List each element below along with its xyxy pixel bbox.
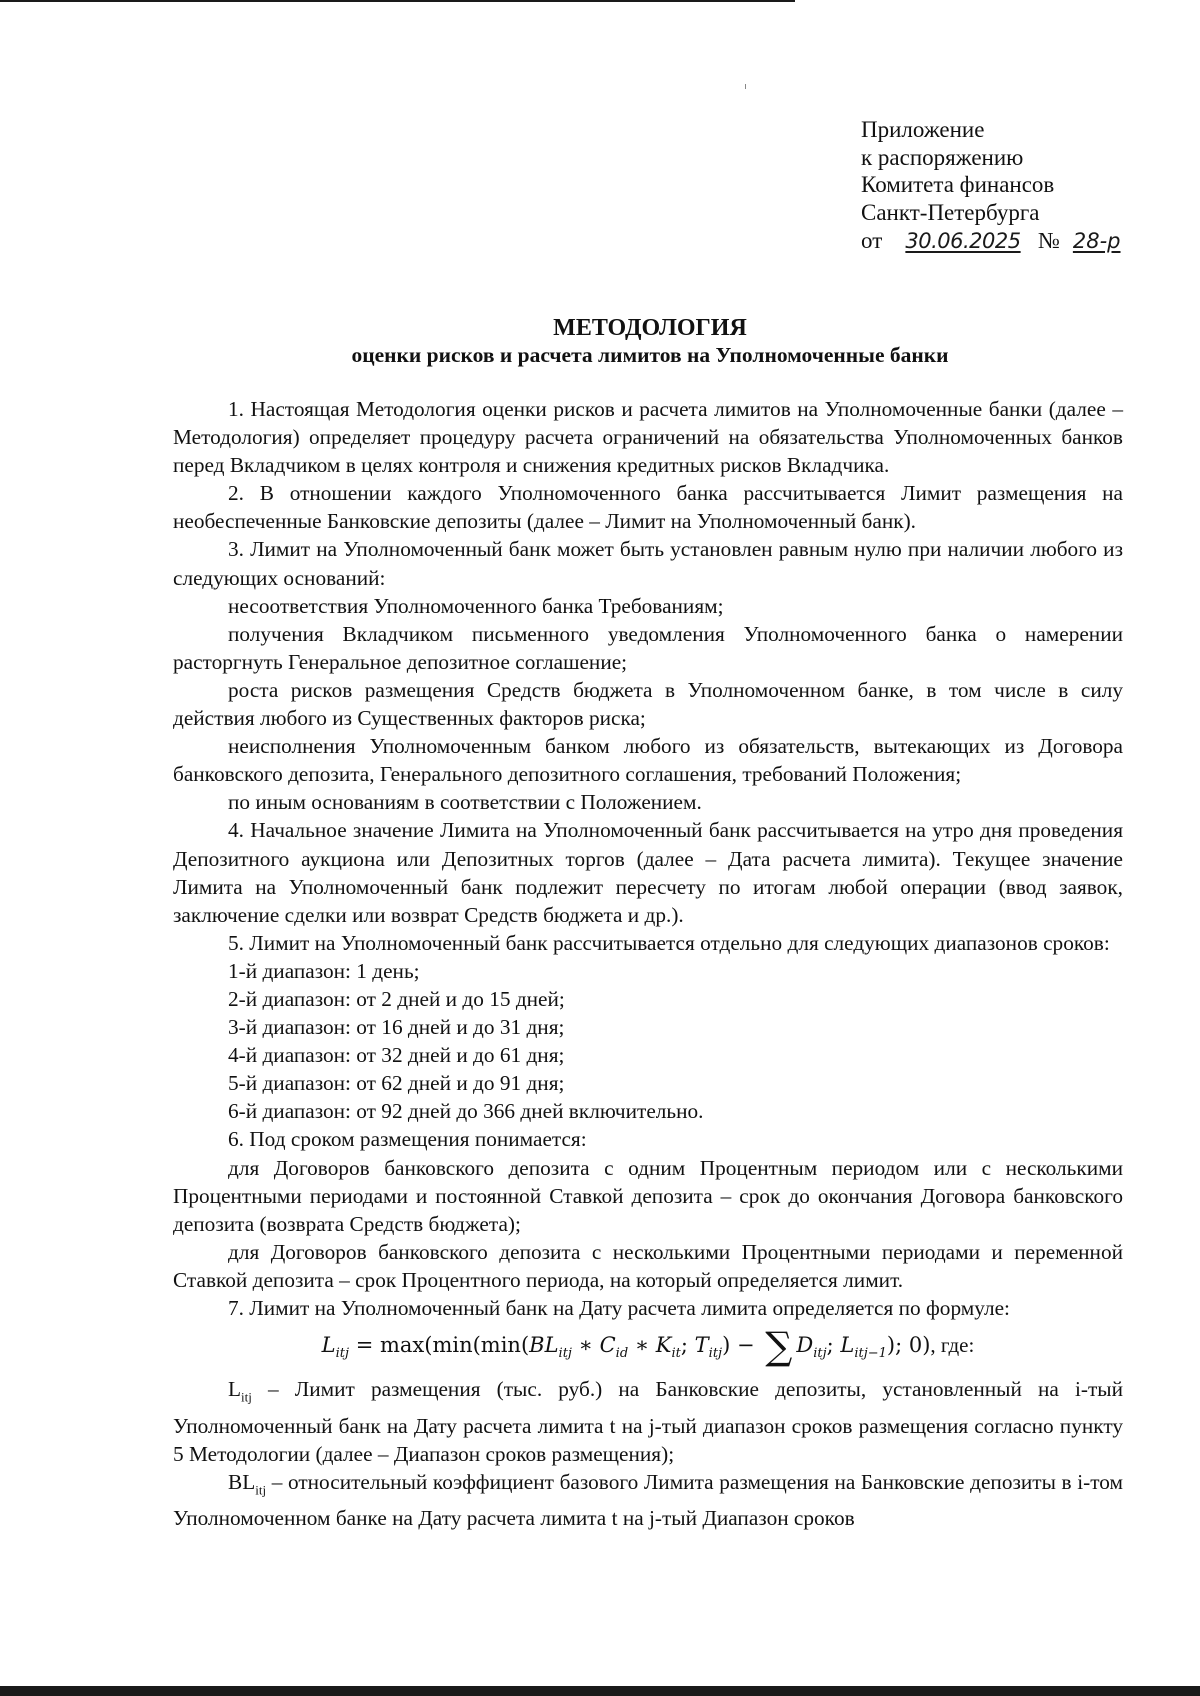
formula-subscript: itj: [558, 1346, 572, 1362]
list-item: роста рисков размещения Средств бюджета в Уполномоченном банке, в том числе в силу действия любого из Существенных факторов риска;: [173, 677, 1123, 731]
attachment-date-line: [861, 227, 1181, 256]
paragraph: 7. Лимит на Уполномоченный банк на Дату расчета лимита определяется по формуле:: [228, 1296, 1010, 1320]
list-item: 1-й диапазон: 1 день;: [228, 958, 420, 983]
list-item: для Договоров банковского депозита с несколькими Процентными периодами и переменной Ставкой депозита – срок Процентного периода, на который определяется лимит.: [173, 1239, 1123, 1292]
formula-suffix: , где:: [930, 1333, 975, 1358]
paragraph: 3. Лимит на Уполномоченный банк может быть установлен равным нулю при наличии любого из следующих оснований:: [173, 537, 1123, 590]
attachment-line: Приложение: [861, 117, 985, 142]
list-item: 5-й диапазон: от 62 дней и до 91 дня;: [228, 1071, 565, 1096]
paragraph: 6. Под сроком размещения понимается:: [228, 1127, 587, 1152]
document-body: [173, 395, 1123, 1532]
formula-symbol: BL: [529, 1333, 559, 1358]
paragraph: 5. Лимит на Уполномоченный банк рассчитывается отдельно для следующих диапазонов сроков:: [228, 930, 1110, 955]
date-prefix: от: [861, 227, 883, 253]
list-item: для Договоров банковского депозита с одним Процентным периодом или с несколькими Процентными периодами и постоянной Ставкой депозита – срок до окончания Договора банковского депозита (возврата Средств бюджета);: [173, 1155, 1123, 1236]
scan-speck: [745, 84, 746, 89]
formula-symbol: C: [599, 1333, 616, 1358]
scan-border-bottom: [0, 1686, 1200, 1696]
formula-subscript: it: [671, 1346, 681, 1362]
list-item: 4-й диапазон: от 32 дней и до 61 дня;: [228, 1043, 565, 1068]
handwritten-date: 30.06.2025: [905, 228, 1021, 253]
formula-operator: ;: [826, 1333, 841, 1358]
formula-operator: ); 0): [886, 1333, 931, 1358]
list-item: 6-й диапазон: от 92 дней до 366 дней включительно.: [228, 1099, 704, 1124]
definition-subscript: itj: [255, 1482, 267, 1498]
scan-border-top: [0, 0, 795, 2]
list-item: получения Вкладчиком письменного уведомления Уполномоченного банка о намерении расторгнуть Генеральное депозитное соглашение;: [173, 621, 1123, 674]
formula-symbol: T: [694, 1333, 709, 1358]
formula-subscript: itj−1: [854, 1346, 887, 1362]
paragraph: 2. В отношении каждого Уполномоченного банка рассчитывается Лимит размещения на необеспеченные Банковские депозиты (далее – Лимит на Уполномоченный банк).: [173, 481, 1123, 534]
definition-text: – Лимит размещения (тыс. руб.) на Банковские депозиты, установленный на i-тый Уполномоченный банк на Дату расчета лимита t на j-тый диапазон сроков размещения согласно пункту 5 Методологии (далее – Диапазон сроков размещения);: [173, 1377, 1123, 1466]
definition-paragraph: [173, 1468, 1123, 1532]
sum-symbol: ∑: [765, 1324, 793, 1369]
formula-subscript: itj: [335, 1346, 350, 1362]
formula-symbol: L: [840, 1333, 855, 1358]
attachment-line: Комитета финансов: [861, 172, 1055, 198]
definition-paragraph: [173, 1375, 1123, 1468]
formula-operator: ;: [680, 1333, 695, 1358]
formula-operator: ∗: [628, 1333, 656, 1358]
formula-subscript: itj: [813, 1346, 827, 1362]
list-item: несоответствия Уполномоченного банка Требованиям;: [228, 593, 724, 618]
paragraph: 1. Настоящая Методология оценки рисков и расчета лимитов на Уполномоченные банки (далее – Методология) определяет процедуру расчета ограничений на обязательства Уполномоченных банков перед Вкладчиком в целях контроля и снижения кредитных рисков Вкладчика.: [173, 397, 1123, 478]
attachment-line: к распоряжению: [861, 144, 1024, 170]
definition-symbol: BL: [228, 1469, 256, 1494]
attachment-header: [861, 116, 1181, 256]
paragraph: 4. Начальное значение Лимита на Уполномоченный банк рассчитывается на утро дня проведения Депозитного аукциона или Депозитных торгов (далее – Дата расчета лимита). Текущее значение Лимита на Уполномоченный банк подлежит пересчету по итогам любой операции (ввод заявок, заключение сделки или возврат Средств бюджета и др.).: [173, 818, 1123, 927]
formula-operator: ) −: [722, 1333, 762, 1358]
formula-subscript: itj: [708, 1346, 723, 1362]
formula-symbol: K: [655, 1333, 672, 1358]
attachment-line: Санкт-Петербурга: [861, 200, 1040, 226]
definition-symbol: L: [228, 1377, 242, 1402]
number-sign: №: [1038, 227, 1060, 253]
list-item: неисполнения Уполномоченным банком любого из обязательств, вытекающих из Договора банковского депозита, Генерального депозитного соглашения, требований Положения;: [173, 734, 1123, 787]
formula-operator: ∗: [571, 1333, 600, 1358]
limit-formula: [173, 1324, 1123, 1371]
formula-operator: = max(min(min(: [349, 1333, 530, 1358]
list-item: по иным основаниям в соответствии с Положением.: [228, 790, 702, 815]
formula-symbol: D: [796, 1333, 814, 1358]
handwritten-number: 28-р: [1072, 228, 1121, 253]
document-subtitle: оценки рисков и расчета лимитов на Уполномоченные банки: [351, 343, 949, 367]
definition-text: – относительный коэффициент базового Лимита размещения на Банковские депозиты в i-том Уполномоченном банке на Дату расчета лимита t на j-тый Диапазон сроков: [173, 1469, 1123, 1531]
formula-symbol: L: [321, 1333, 336, 1358]
definition-subscript: itj: [241, 1389, 252, 1405]
list-item: 3-й диапазон: от 16 дней и до 31 дня;: [228, 1015, 565, 1040]
list-item: 2-й диапазон: от 2 дней и до 15 дней;: [228, 986, 565, 1011]
document-title: МЕТОДОЛОГИЯ: [553, 315, 747, 341]
formula-subscript: id: [615, 1346, 629, 1362]
